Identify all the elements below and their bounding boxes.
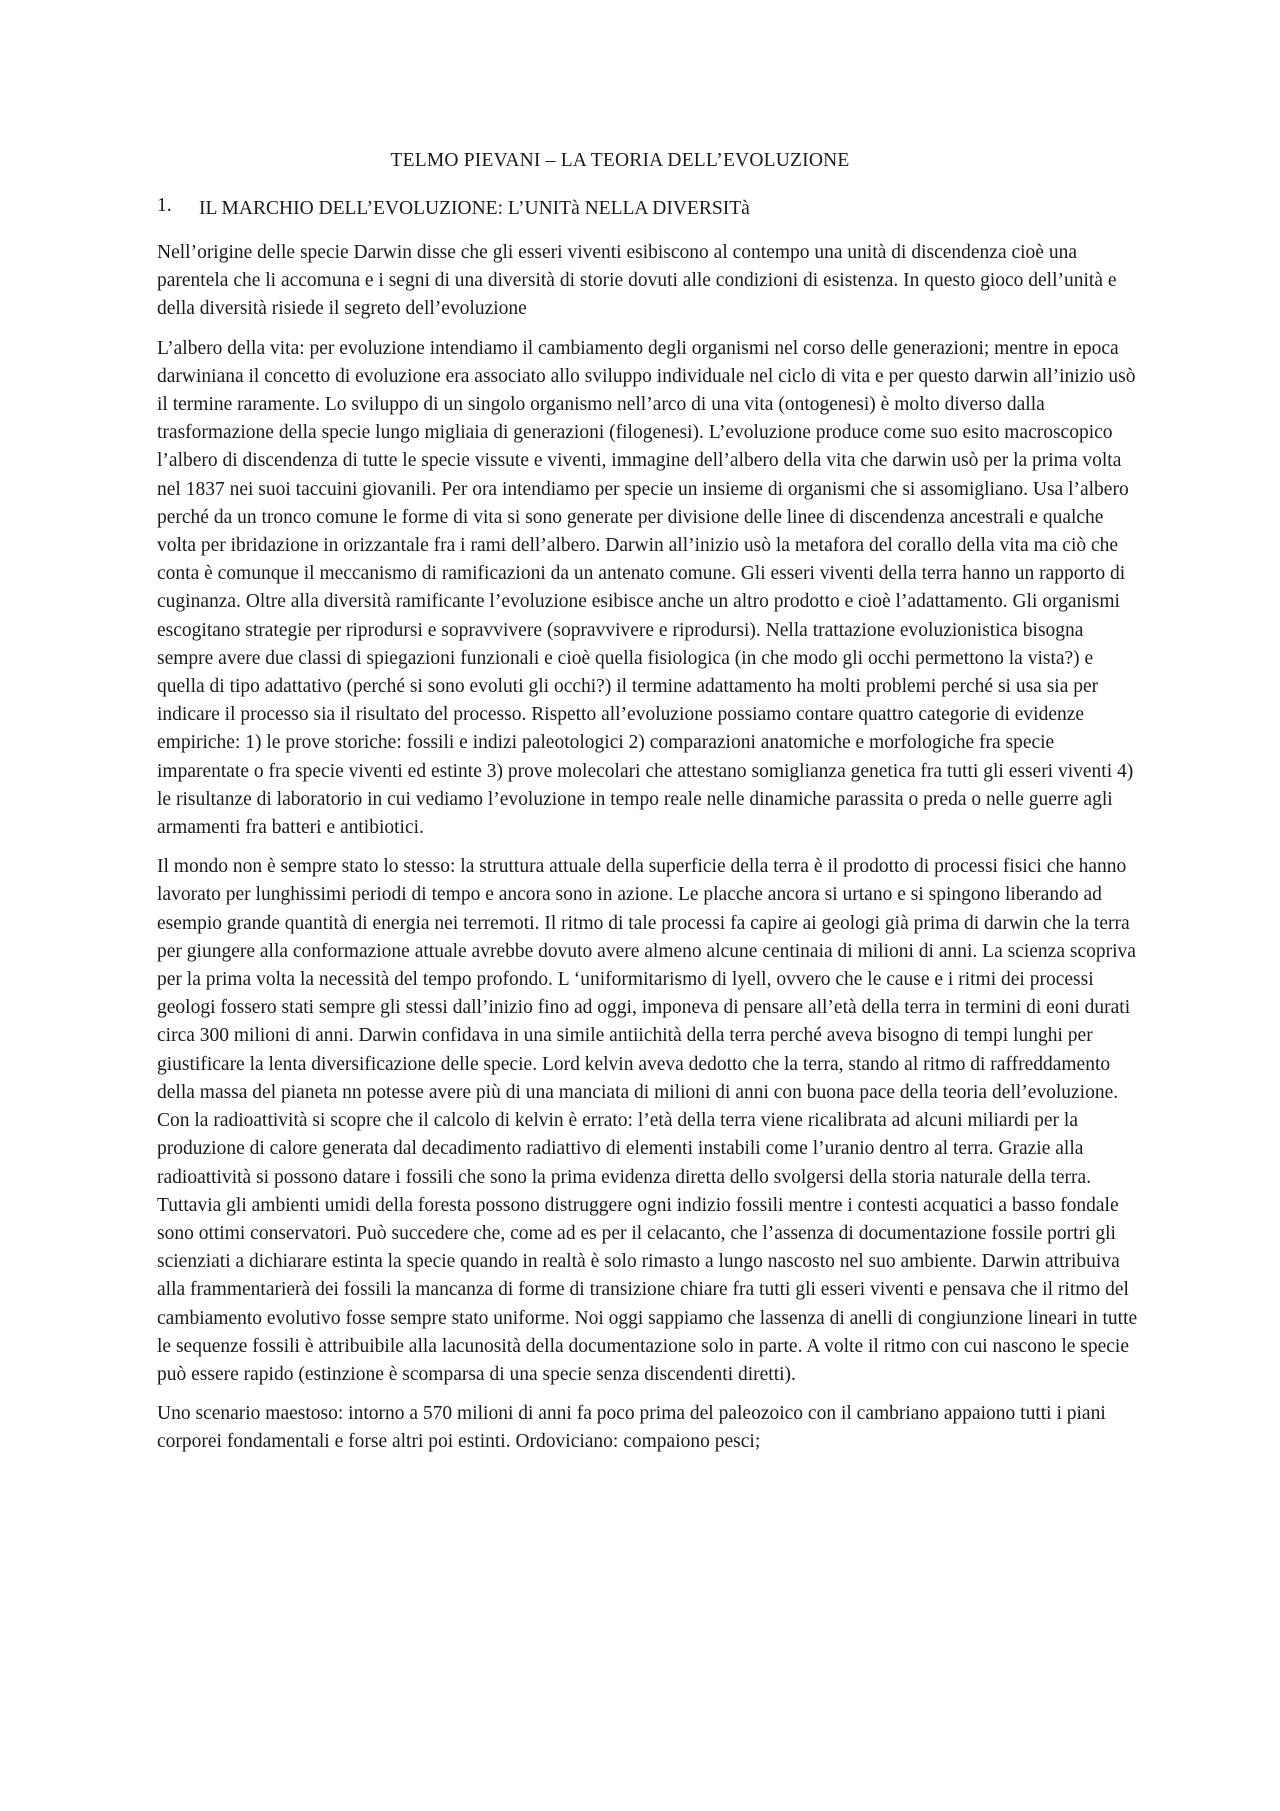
section-heading: [157, 195, 750, 220]
document-title: TELMO PIEVANI – LA TEORIA DELL’EVOLUZIONE: [390, 150, 850, 171]
section-number: 1.: [157, 195, 172, 216]
paragraph-intro: Nell’origine delle specie Darwin disse che gli esseri viventi esibiscono al contempo una unità di discendenza cioè una parentela che li accomuna e i segni di una diversità di storie dovuti alle condizioni di esistenza. In questo gioco dell’unità e della diversità risiede il segreto dell’evoluzione: [157, 242, 1117, 320]
document-body: [157, 239, 1144, 1468]
paragraph-changing-world: Il mondo non è sempre stato lo stesso: la struttura attuale della superficie della terra è il prodotto di processi fisici che hanno lavorato per lunghissimi periodi di tempo e ancora sono in azione. Le placche ancora si urtano e si spingono liberando ad esempio grande quantità di energia nei terremoti. Il ritmo di tale processi fa capire ai geologi già prima di darwin che la terra per giungere alla conformazione attuale avrebbe dovuto avere almeno alcune centinaia di milioni di anni. La scienza scopriva per la prima volta la necessità del tempo profondo. L ‘uniformitarismo di lyell, ovvero che le cause e i ritmi dei processi geologi fossero stati sempre gli stessi dall’inizio fino ad oggi, imponeva di pensare all’età della terra in termini di eoni durati circa 300 milioni di anni. Darwin confidava in una simile antiichità della terra perché aveva bisogno di tempi lunghi per giustificare la lenta diversificazione delle specie. Lord kelvin aveva dedotto che la terra, stando al ritmo di raffreddamento della massa del pianeta nn potesse avere più di una manciata di milioni di anni con buona pace della teoria dell’evoluzione. Con la radioattività si scopre che il calcolo di kelvin è errato: l’età della terra viene ricalibrata ad alcuni miliardi per la produzione di calore generata dal decadimento radiattivo di elementi instabili come l’uranio dentro al terra. Grazie alla radioattività si possono datare i fossili che sono la prima evidenza diretta dello svolgersi della storia naturale della terra. Tuttavia gli ambienti umidi della foresta possono distruggere ogni indizio fossili mentre i contesti acquatici a basso fondale sono ottimi conservatori. Può succedere che, come ad es per il celacanto, che l’assenza di documentazione fossile portri gli scienziati a dichiarare estinta la specie quando in realtà è solo rimasto a lungo nascosto nel suo ambiente. Darwin attribuiva alla frammentarierà dei fossili la mancanza di forme di transizione chiare fra tutti gli esseri viventi e pensava che il ritmo del cambiamento evolutivo fosse sempre stato uniforme. Noi oggi sappiamo che lassenza di anelli di congiunzione lineari in tutte le sequenze fossili è attribuibile alla lacunosità della documentazione solo in parte. A volte il ritmo con cui nascono le specie può essere rapido (estinzione è scomparsa di una specie senza discendenti diretti).: [157, 856, 1138, 1385]
paragraph-majestic-scenario: Uno scenario maestoso: intorno a 570 milioni di anni fa poco prima del paleozoico con il cambriano appaiono tutti i piani corporei fondamentali e forse altri poi estinti. Ordoviciano: compaiono pesci;: [157, 1403, 1106, 1453]
paragraph-tree-of-life: L’albero della vita: per evoluzione intendiamo il cambiamento degli organismi nel corso delle generazioni; mentre in epoca darwiniana il concetto di evoluzione era associato allo sviluppo individuale nel ciclo di vita e per questo darwin all’inizio usò il termine raramente. Lo sviluppo di un singolo organismo nell’arco di una vita (ontogenesi) è molto diverso dalla trasformazione della specie lungo migliaia di generazioni (filogenesi). L’evoluzione produce come suo esito macroscopico l’albero di discendenza di tutte le specie vissute e viventi, immagine dell’albero della vita che darwin usò per la prima volta nel 1837 nei suoi taccuini giovanili. Per ora intendiamo per specie un insieme di organismi che si assomigliano. Usa l’albero perché da un tronco comune le forme di vita si sono generate per divisione delle linee di discendenza ancestrali e qualche volta per ibridazione in orizzantale fra i rami dell’albero. Darwin all’inizio usò la metafora del corallo della vita ma ciò che conta è comunque il meccanismo di ramificazioni da un antenato comune. Gli esseri viventi della terra hanno un rapporto di cuginanza. Oltre alla diversità ramificante l’evoluzione esibisce anche un altro prodotto e cioè l’adattamento. Gli organismi escogitano strategie per riprodursi e sopravvivere (sopravvivere e riprodursi). Nella trattazione evoluzionistica bisogna sempre avere due classi di spiegazioni funzionali e cioè quella fisiologica (in che modo gli occhi permettono la vista?) e quella di tipo adattativo (perché si sono evoluti gli occhi?) il termine adattamento ha molti problemi perché si usa sia per indicare il processo sia il risultato del processo. Rispetto all’evoluzione possiamo contare quattro categorie di evidenze empiriche: 1) le prove storiche: fossili e indizi paleotologici 2) comparazioni anatomiche e morfologiche fra specie imparentate o fra specie viventi ed estinte 3) prove molecolari che attestano somiglianza genetica fra tutti gli esseri viventi 4) le risultanze di laboratorio in cui vediamo l’evoluzione in tempo reale nelle dinamiche parassita o preda o nelle guerre agli armamenti fra batteri e antibiotici.: [157, 337, 1136, 839]
section-heading-text: IL MARCHIO DELL’EVOLUZIONE: L’UNITà NELLA DIVERSITà: [199, 198, 750, 219]
